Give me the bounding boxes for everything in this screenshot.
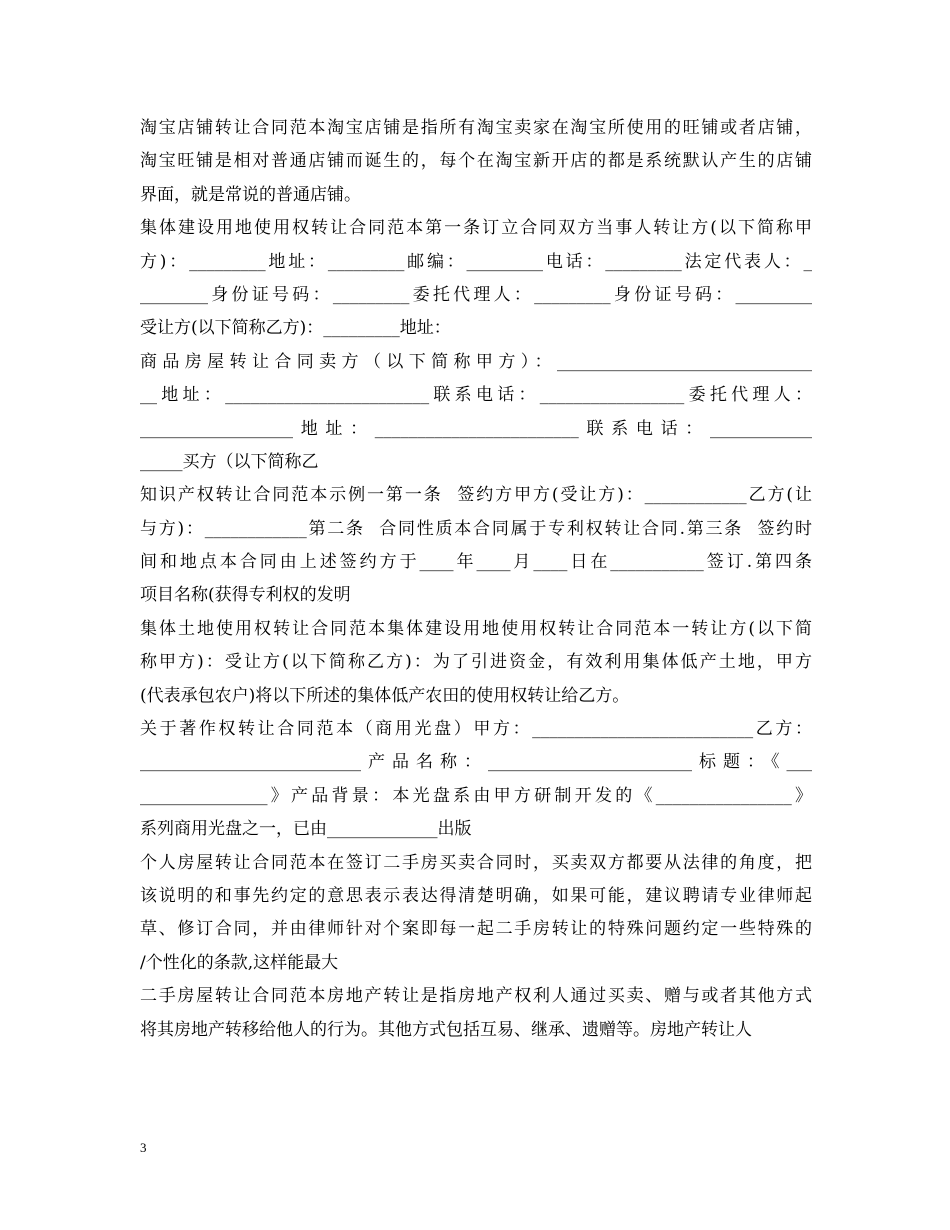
text-line: 集体建设用地使用权转让合同范本第一条订立合同双方当事人转让方(以下简称甲 [140,218,812,239]
text-line: 系列商用光盘之一，已由_____________出版 [140,819,472,840]
paragraph [140,713,812,847]
text-line: /个性化的条款,这样能最大 [140,952,339,973]
text-line: 集体土地使用权转让合同范本集体建设用地使用权转让合同范本一转让方(以下简 [140,618,812,639]
text-line: __________________________产品名称：________________________标题：《___ [140,752,812,773]
text-line: ________身份证号码：_________委托代理人：_________身份证号码：_________ [140,284,812,305]
text-line: 个人房屋转让合同范本在签订二手房买卖合同时，买卖双方都要从法律的角度，把 [140,852,812,873]
page-number: 3 [140,1140,147,1155]
paragraph [140,346,812,480]
paragraph [140,112,812,212]
paragraph [140,613,812,713]
paragraph [140,212,812,346]
text-line: 商品房屋转让合同卖方（以下简称甲方）：______________________________ [140,351,812,372]
text-line: (代表承包农户)将以下所述的集体低产农田的使用权转让给乙方。 [140,685,630,706]
text-line: 将其房地产转移给他人的行为。其他方式包括互易、继承、遗赠等。房地产转让人 [140,1019,752,1040]
text-line: 称甲方)：受让方(以下简称乙方)：为了引进资金，有效利用集体低产土地，甲方 [140,652,812,673]
text-line: 方)：_________地址：_________邮编：_________电话：_________法定代表人：_ [140,251,812,272]
text-line: 知识产权转让合同范本示例一第一条 签约方甲方(受让方)：____________乙方(让 [140,485,812,506]
text-line: 淘宝店铺转让合同范本淘宝店铺是指所有淘宝卖家在淘宝所使用的旺铺或者店铺， [140,118,812,138]
text-line: __地址：________________________联系电话：_________________委托代理人： [140,385,812,406]
document-body [140,112,812,1047]
text-line: 项目名称(获得专利权的发明 [140,585,351,606]
text-line: __________________地址：________________________联系电话：____________ [140,418,812,439]
text-line: 界面，就是常说的普通店铺。 [140,184,361,205]
text-line: 二手房屋转让合同范本房地产转让是指房地产权利人通过买卖、赠与或者其他方式 [140,986,812,1007]
text-line: 关于著作权转让合同范本（商用光盘）甲方：__________________________乙方： [140,719,812,740]
text-line: 淘宝旺铺是相对普通店铺而诞生的，每个在淘宝新开店的都是系统默认产生的店铺 [140,151,812,172]
text-line: _______________》产品背景：本光盘系由甲方研制开发的《________________》 [140,785,812,806]
text-line: 草、修订合同，并由律师针对个案即每一起二手房转让的特殊问题约定一些特殊的 [140,919,812,940]
paragraph [140,479,812,613]
paragraph [140,980,812,1047]
text-line: 与方)：____________第二条 合同性质本合同属于专利权转让合同.第三条 签约时 [140,518,812,539]
text-line: 间和地点本合同由上述签约方于____年____月____日在___________签订.第四条 [140,552,812,573]
text-line: _____买方（以下简称乙 [140,451,319,472]
text-line: 该说明的和事先约定的意思表示表达得清楚明确，如果可能，建议聘请专业律师起 [140,885,812,906]
text-line: 受让方(以下简称乙方)：_________地址： [140,318,451,339]
paragraph [140,847,812,981]
